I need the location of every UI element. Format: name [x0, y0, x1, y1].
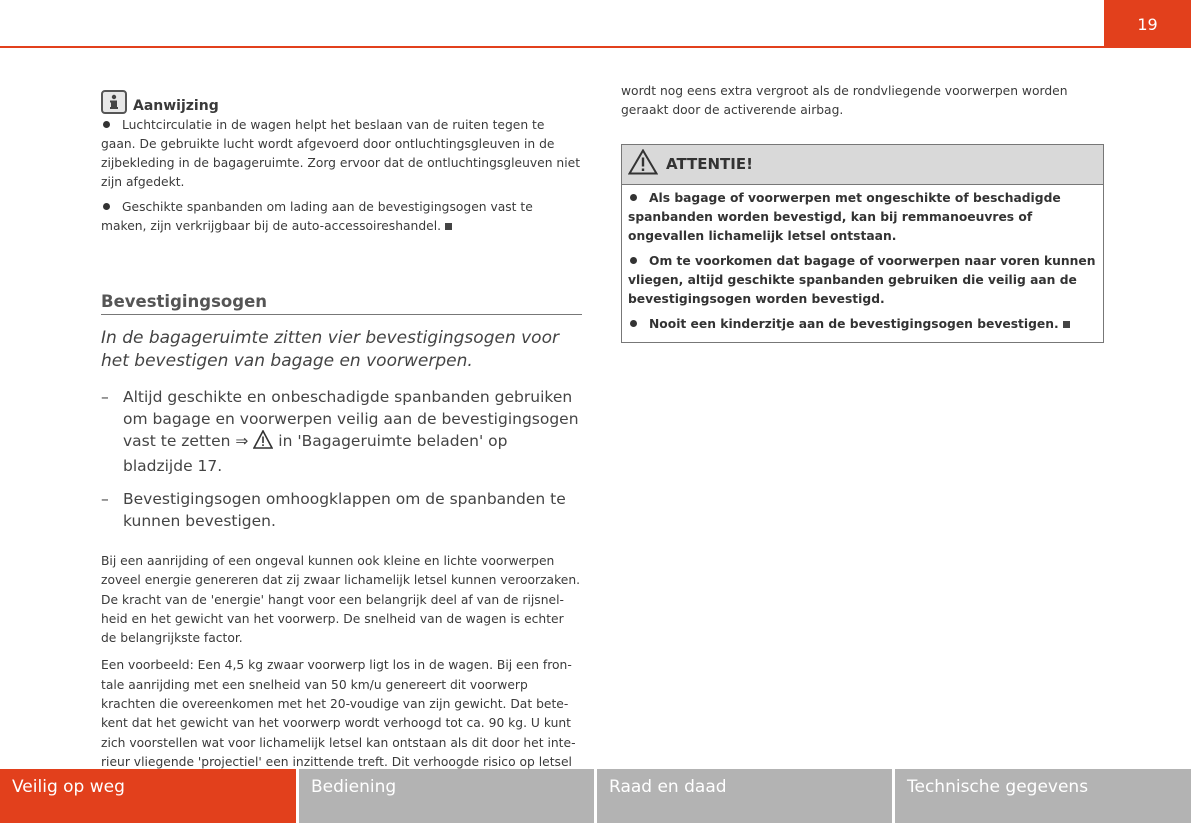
note-title: Aanwijzing [133, 98, 219, 114]
warning-bullet: Nooit een kinderzitje aan de bevestigingsogen bevestigen. [628, 315, 1097, 334]
page-number-box [1104, 0, 1191, 48]
body-paragraph: Een voorbeeld: Een 4,5 kg zwaar voorwerp ligt los in de wagen. Bij een frontale aanrijding met een snelheid van 50 km/u genereert dit voorwerp krachten die overeenkomen met het 20-voudige van zijn gewicht. Dat betekent dat het gewicht van het voorwerp wordt verhoogd tot ca. 90 kg. U kunt zich voorstellen wat voor lichamelijk letsel kan ontstaan als dit door het interieur vliegende 'projectiel' een inzittende treft. Dit verhoogde risico op letsel [101, 658, 576, 769]
end-square-icon [445, 223, 452, 230]
bullet-icon [630, 194, 637, 201]
warning-body [622, 185, 1103, 342]
body-paragraph: Bij een aanrijding of een ongeval kunnen ook kleine en lichte voorwerpen zoveel energie genereren dat zij zwaar lichamelijk letsel kunnen veroorzaken. De kracht van de 'energie' hangt voor een belangrijk deel af van de rijsnelheid en het gewicht van het voorwerp. De snelheid van de wagen is echter de belangrijkste factor. [101, 554, 581, 646]
warning-triangle-icon [253, 430, 273, 456]
note-bullet: Luchtcirculatie in de wagen helpt het beslaan van de ruiten tegen te gaan. De gebruikte lucht wordt afgevoerd door ontluchtingsgleuven in de zijbekleding in de bagageruimte. Zorg ervoor dat de ontluchtingsgleuven niet zijn afgedekt. [101, 118, 581, 189]
left-column [101, 88, 582, 780]
end-square-icon [1063, 321, 1070, 328]
note-bullet: Geschikte spanbanden om lading aan de bevestigingsogen vast te maken, zijn verkrijgbaar bij de auto-accessoireshandel. [101, 200, 533, 233]
page-number: 19 [1137, 14, 1158, 34]
section-title: Bevestigingsogen [101, 292, 582, 315]
header-rule [0, 46, 1104, 48]
right-column [621, 82, 1104, 343]
warning-triangle-icon [628, 149, 658, 179]
warning-bullet: Om te voorkomen dat bagage of voorwerpen naar voren kunnen vliegen, altijd geschikte spanbanden gebruiken die veilig aan de bevestigingsogen worden bevestigd. [628, 253, 1096, 306]
continuation-paragraph: wordt nog eens extra vergroot als de rondvliegende voorwerpen worden geraakt door de activerende airbag. [621, 84, 1068, 118]
footer-tab-technische-gegevens[interactable]: Technische gegevens [895, 769, 1191, 823]
footer-tab-raad-en-daad[interactable]: Raad en daad [597, 769, 892, 823]
bullet-icon [630, 320, 637, 327]
warning-header [622, 145, 1103, 185]
bullet-icon [103, 203, 110, 210]
warning-box [621, 144, 1104, 343]
instruction-step: – Altijd geschikte en onbeschadigde spanbanden gebruiken om bagage en voorwerpen veilig aan de bevestigingsogen vast te zetten ⇒ in 'Bagageruimte beladen' op bladzijde 17. [101, 388, 579, 475]
note-header [101, 88, 582, 116]
section-lead: In de bagageruimte zitten vier bevestigingsogen voor het bevestigen van bagage en voorwerpen. [101, 328, 559, 371]
instruction-step: – Bevestigingsogen omhoogklappen om de spanbanden te kunnen bevestigen. [101, 490, 566, 530]
warning-title: ATTENTIE! [666, 155, 753, 174]
cross-reference-arrow: ⇒ [235, 432, 249, 450]
warning-bullet: Als bagage of voorwerpen met ongeschikte of beschadigde spanbanden worden bevestigd, kan bij remmanoeuvres of ongevallen lichamelijk letsel ontstaan. [628, 190, 1061, 243]
footer-tab-veilig-op-weg[interactable]: Veilig op weg [0, 769, 296, 823]
info-icon [101, 90, 127, 114]
note-box [101, 88, 582, 236]
bullet-icon [630, 257, 637, 264]
footer-tab-bediening[interactable]: Bediening [299, 769, 594, 823]
bullet-icon [103, 121, 110, 128]
